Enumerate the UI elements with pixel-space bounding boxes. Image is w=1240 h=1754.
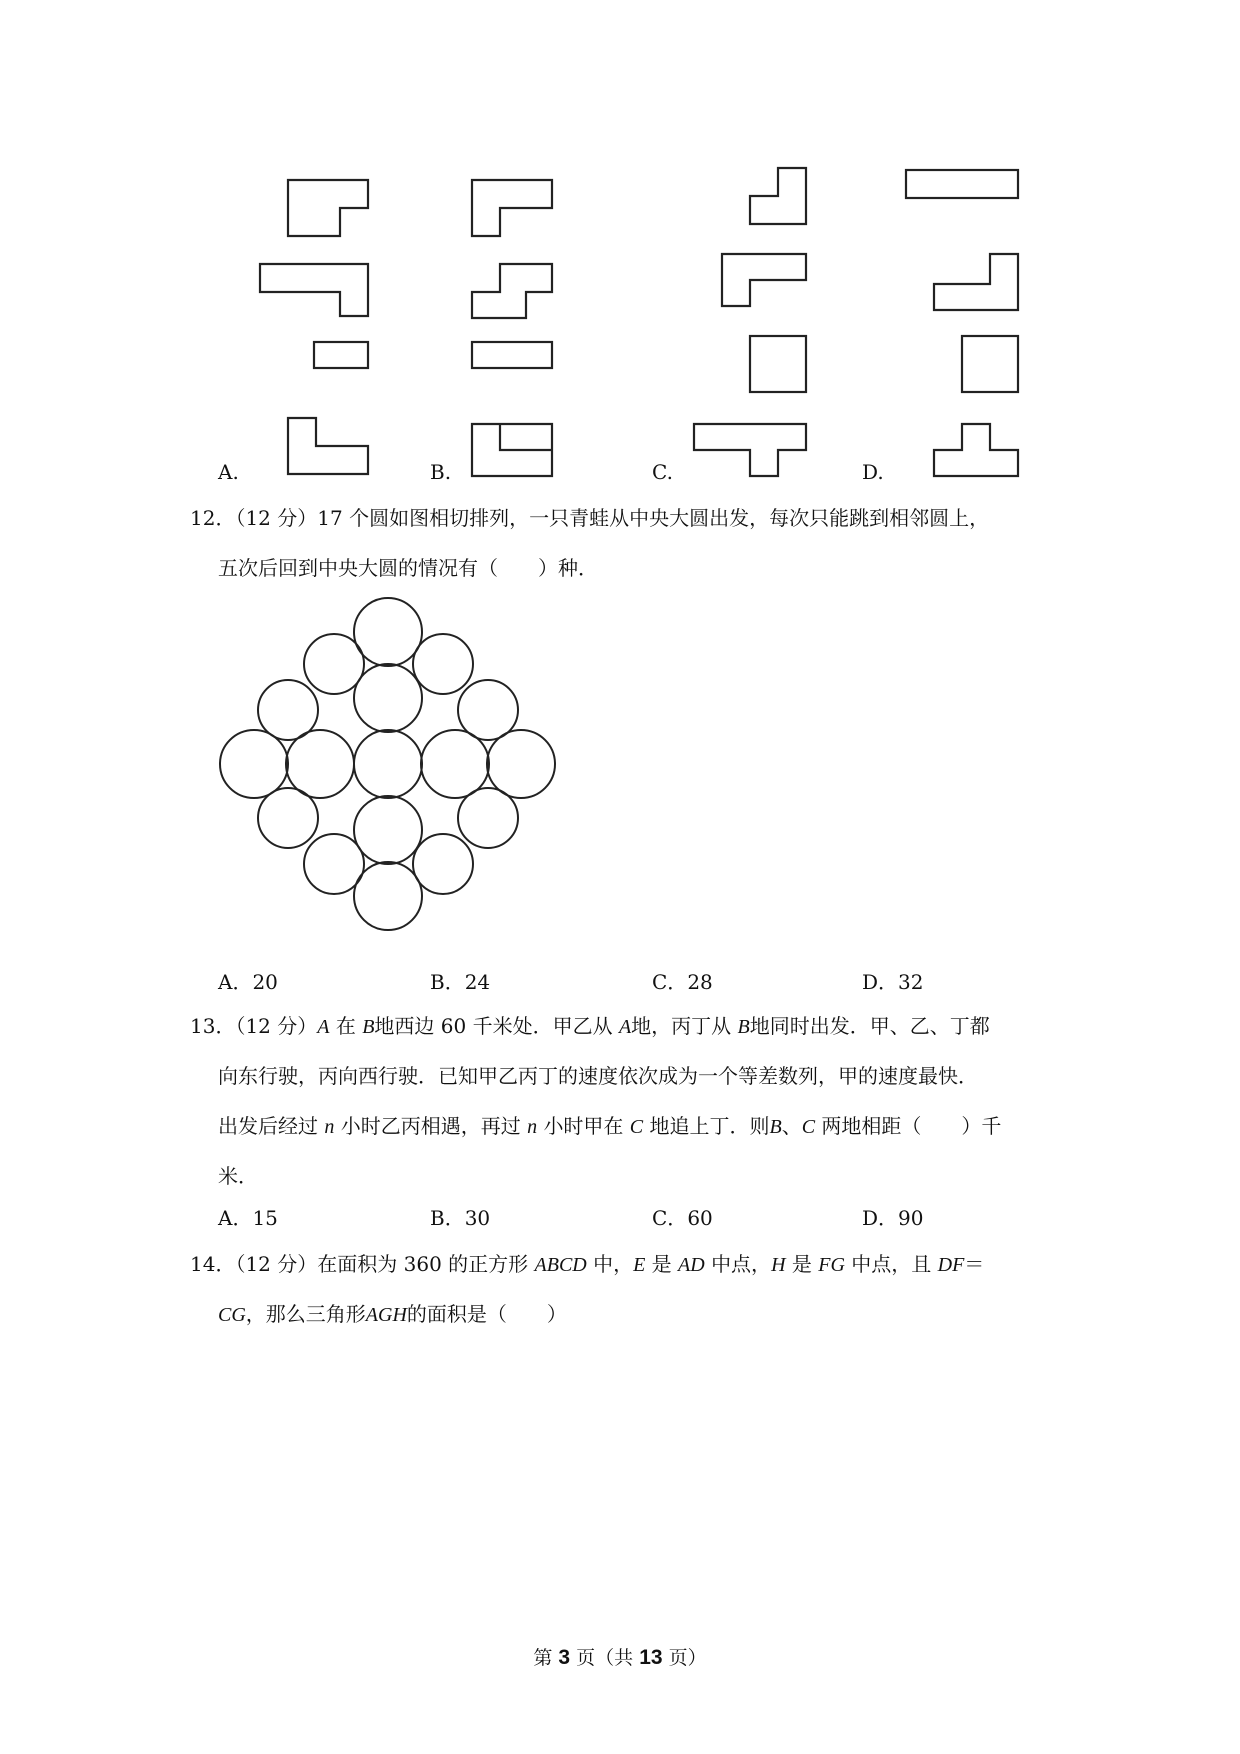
circle-right-lower: [458, 788, 518, 848]
q13-sep: 、: [781, 1114, 802, 1138]
q12-number: 12．: [190, 506, 236, 530]
q13-line-2: 向东行驶，丙向西行驶．已知甲乙丙丁的速度依次成为一个等差数列，甲的速度最快．: [218, 1064, 978, 1088]
q12-option-d-value: 32: [898, 970, 924, 994]
q14-var-abcd: ABCD: [534, 1254, 587, 1276]
q13-option-b-value: 30: [464, 1206, 491, 1230]
q12-option-a: [218, 970, 278, 994]
q13-var-b2: B: [737, 1016, 750, 1038]
q12-option-a-value: 20: [252, 970, 278, 994]
q13-line-3: [218, 1114, 1001, 1139]
q13-option-d: [862, 1206, 924, 1230]
footer-post: 页）: [668, 1647, 707, 1669]
q13-text-3d: 地追上丁．则: [649, 1114, 770, 1138]
q14-text-2b: 的面积是（ ）: [406, 1302, 567, 1326]
q14-line-2: [218, 1302, 567, 1327]
q13-text-1a: 在: [335, 1014, 356, 1038]
q13-var-b: B: [362, 1016, 375, 1038]
q13-option-a-value: 15: [252, 1206, 278, 1230]
q13-text-3c: 小时甲在: [543, 1114, 624, 1138]
circle-inner-bottom: [354, 796, 422, 864]
q13-line-4: 米．: [218, 1164, 258, 1188]
q12-option-b-value: 24: [464, 970, 491, 994]
q12-option-c: [652, 970, 713, 994]
q11-option-d-label: D.: [862, 460, 884, 484]
q12-option-c-label: C．: [652, 970, 688, 994]
footer-page-number: 3: [558, 1646, 571, 1669]
circle-upper-left: [304, 634, 364, 694]
circle-inner-right: [421, 730, 489, 798]
q13-option-a-label: A．: [218, 1206, 253, 1230]
q12-text-1: 17 个圆如图相切排列，一只青蛙从中央大圆出发，每次只能跳到相邻圆上，: [317, 506, 990, 530]
q13-text-3a: 出发后经过: [218, 1114, 318, 1138]
q14-number: 14．: [190, 1252, 236, 1276]
q13-var-b3: B: [769, 1116, 782, 1138]
circle-center: [354, 730, 422, 798]
footer-mid: 页（共: [576, 1647, 634, 1669]
q11-option-b-label: B.: [430, 460, 452, 484]
q14-var-e: E: [633, 1254, 646, 1276]
q14-text-1d: 中点，: [711, 1252, 772, 1276]
circle-upper-right: [413, 634, 473, 694]
q12-option-b: [430, 970, 490, 994]
q14-text-1c: 是: [651, 1252, 672, 1276]
q12-option-d-label: D．: [862, 970, 899, 994]
q12-option-a-label: A．: [218, 970, 253, 994]
q14-text-1b: 中，: [593, 1252, 634, 1276]
q13-text-1d: 地同时出发．甲、乙、丁都: [749, 1014, 990, 1038]
q13-option-d-value: 90: [898, 1206, 924, 1230]
circle-inner-top: [354, 664, 422, 732]
q13-var-c2: C: [801, 1116, 816, 1138]
circle-far-left: [220, 730, 288, 798]
q14-text-1a: 在面积为 360 的正方形: [317, 1252, 529, 1276]
q12-score: （12 分）: [235, 506, 318, 530]
circle-top: [354, 598, 422, 666]
q13-number: 13．: [190, 1014, 236, 1038]
q12-option-d: [862, 970, 924, 994]
q13-option-b: [430, 1206, 490, 1230]
page-footer: [0, 1646, 1240, 1670]
q14-score: （12 分）: [235, 1252, 318, 1276]
q14-var-h: H: [771, 1254, 786, 1276]
q13-text-3e: 两地相距（ ）千: [821, 1114, 1002, 1138]
q13-option-d-label: D．: [862, 1206, 899, 1230]
q13-option-c: [652, 1206, 713, 1230]
q14-var-cg: CG: [218, 1304, 246, 1326]
circle-left-lower: [258, 788, 318, 848]
q12-option-c-value: 28: [687, 970, 713, 994]
q14-text-1f: 中点，且: [851, 1252, 932, 1276]
q13-text-1b: 地西边 60 千米处．甲乙从: [374, 1014, 613, 1038]
q14-line-1: [190, 1252, 984, 1277]
circle-bottom: [354, 862, 422, 930]
q13-var-a: A: [317, 1016, 330, 1038]
q13-score: （12 分）: [235, 1014, 318, 1038]
q13-option-b-label: B．: [430, 1206, 465, 1230]
q13-option-c-label: C．: [652, 1206, 688, 1230]
footer-total-pages: 13: [639, 1646, 663, 1669]
q13-option-c-value: 60: [687, 1206, 713, 1230]
q14-text-1e: 是: [791, 1252, 812, 1276]
q13-text-3b: 小时乙丙相遇，再过: [340, 1114, 521, 1138]
circle-far-right: [487, 730, 555, 798]
footer-pre: 第: [533, 1647, 553, 1669]
q14-var-ad: AD: [678, 1254, 705, 1276]
q13-var-n2: n: [527, 1116, 538, 1138]
q13-var-c: C: [629, 1116, 644, 1138]
circle-lower-right: [413, 834, 473, 894]
q14-eq: ＝: [964, 1252, 985, 1276]
q14-var-fg: FG: [818, 1254, 845, 1276]
q14-text-2a: ，那么三角形: [245, 1302, 366, 1326]
q13-var-n: n: [324, 1116, 335, 1138]
q13-line-1: [190, 1014, 990, 1039]
q12-option-b-label: B．: [430, 970, 465, 994]
circle-inner-left: [286, 730, 354, 798]
q12-line-2: 五次后回到中央大圆的情况有（ ）种．: [218, 556, 598, 580]
q11-option-a-label: A.: [218, 460, 239, 484]
circle-right-upper: [458, 680, 518, 740]
q14-var-agh: AGH: [365, 1304, 407, 1326]
q13-text-1c: 地，丙丁从: [631, 1014, 732, 1038]
q13-option-a: [218, 1206, 278, 1230]
q13-var-a2: A: [618, 1016, 632, 1038]
q14-var-df: DF: [937, 1254, 965, 1276]
q11-option-c-label: C.: [652, 460, 673, 484]
